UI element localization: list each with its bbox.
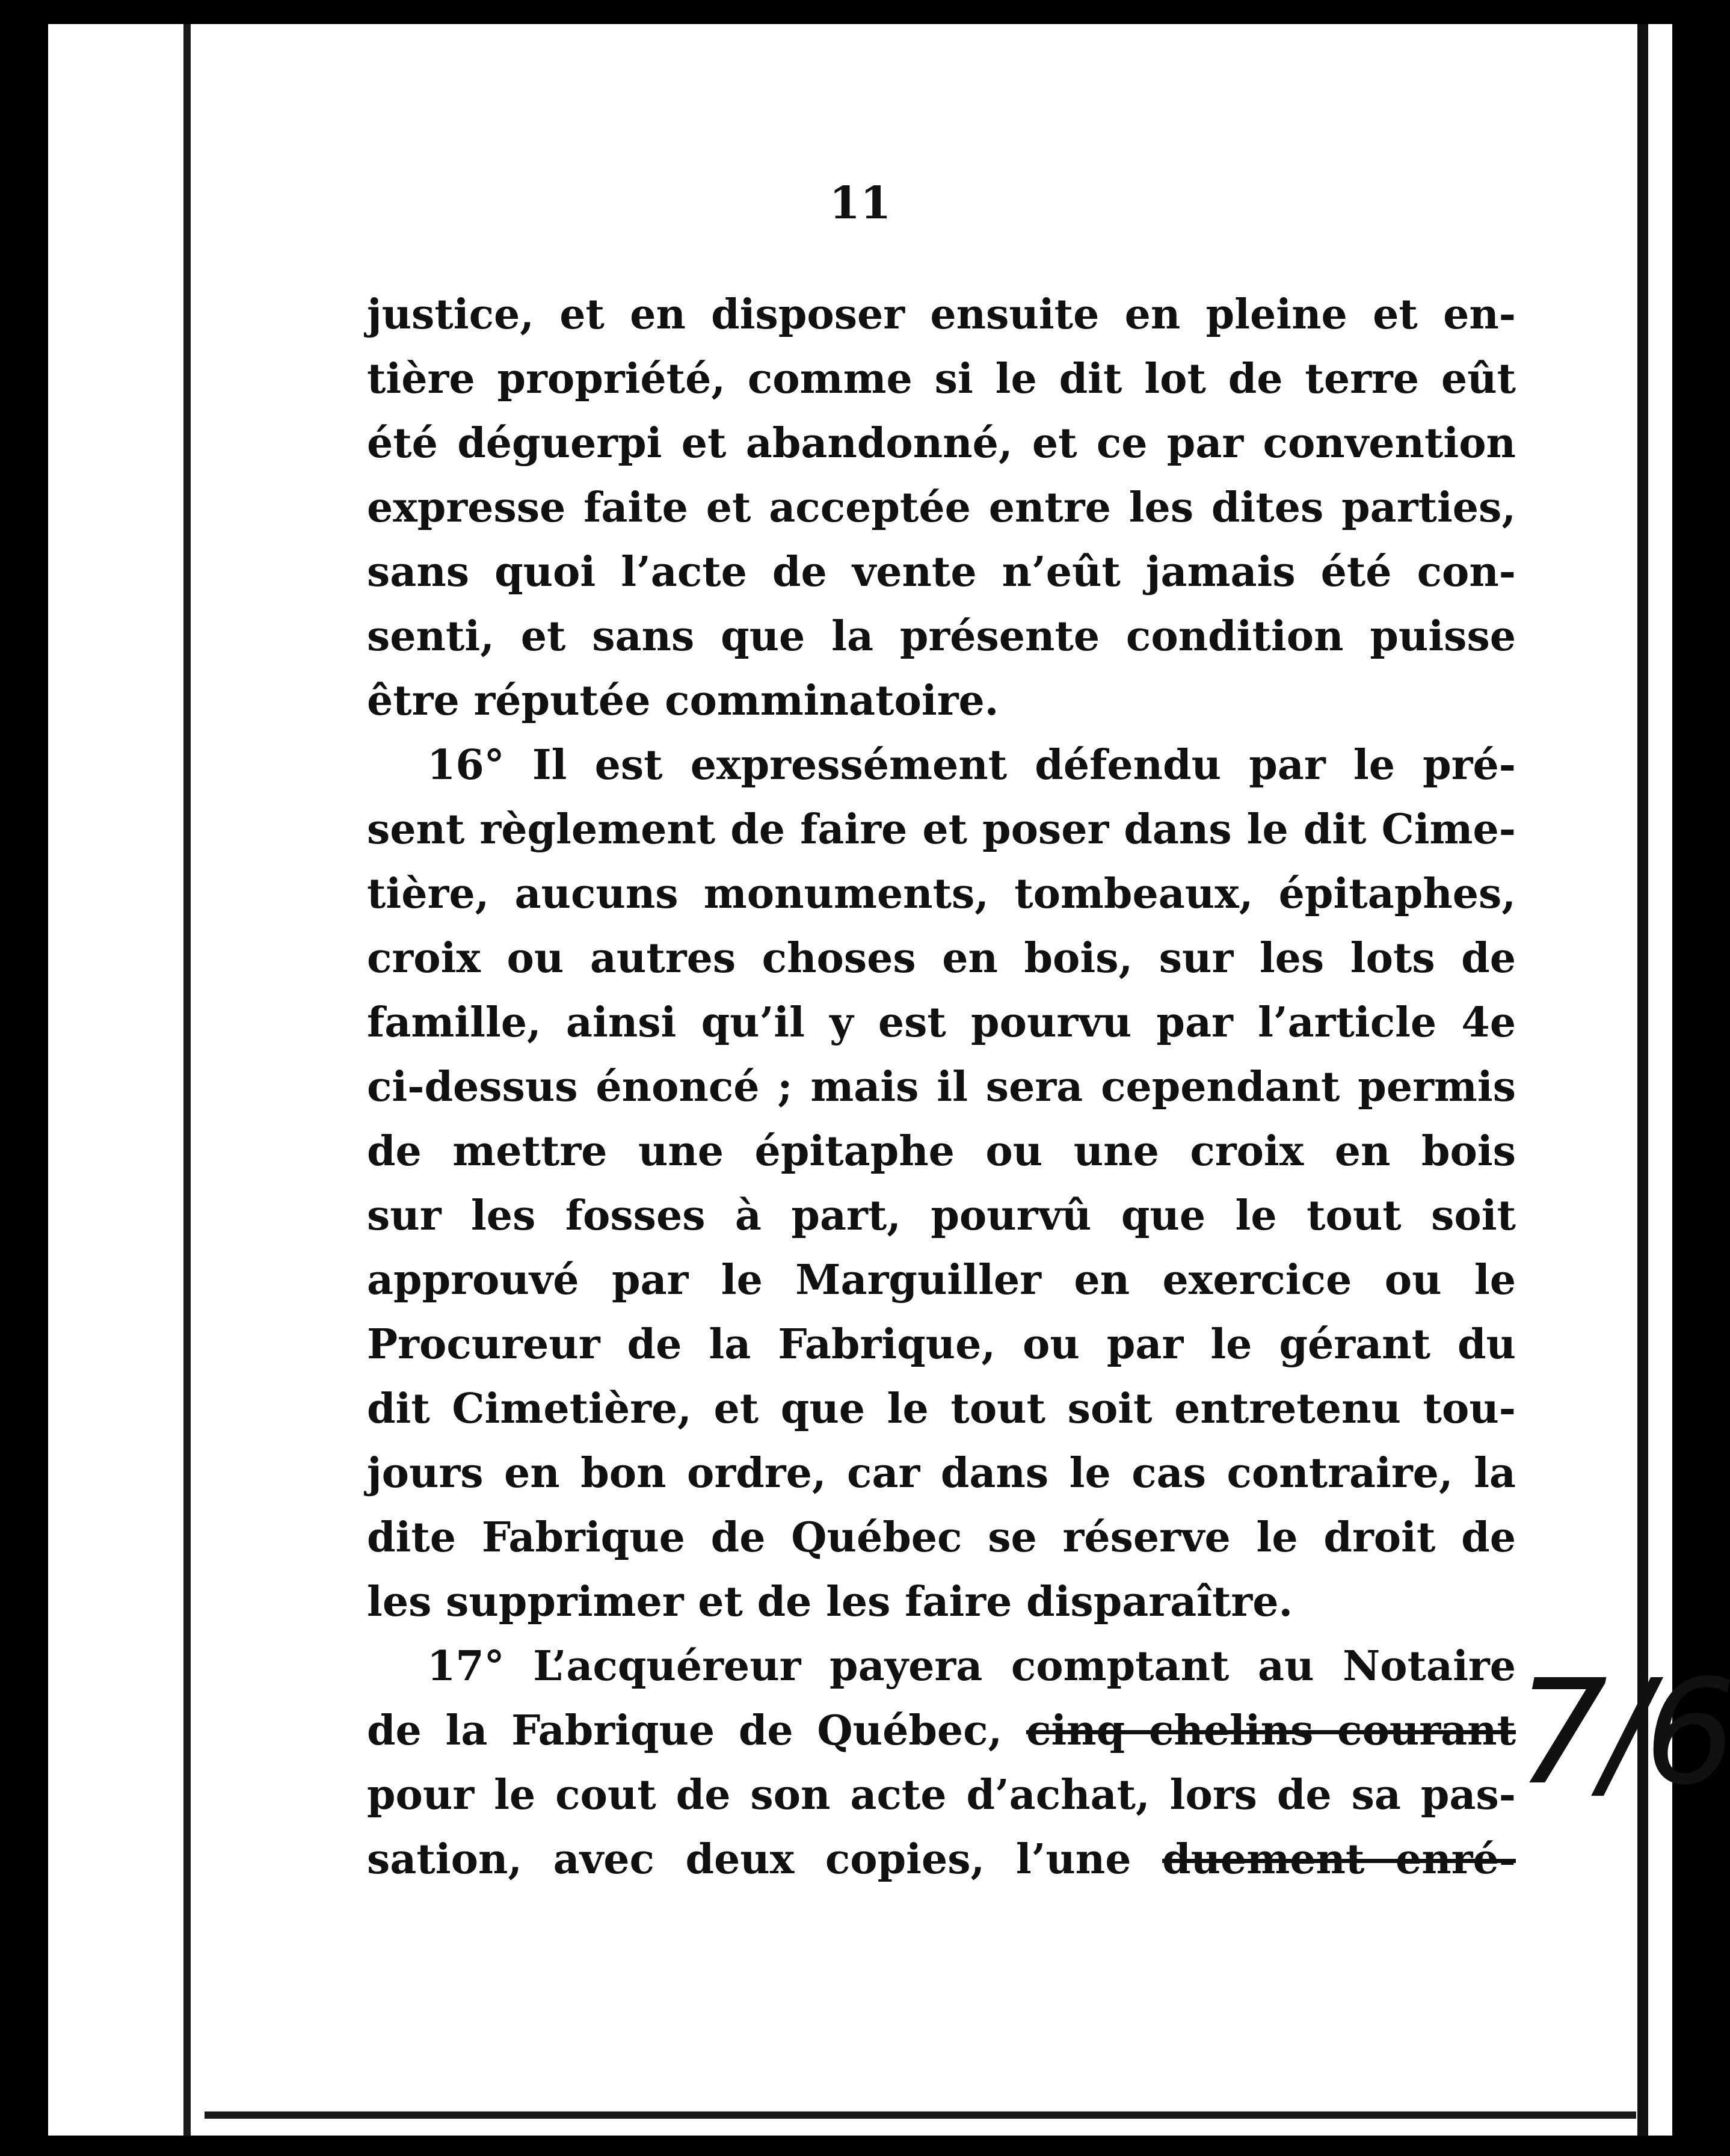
- body-text: [367, 283, 1516, 1892]
- text-line: jours en bon ordre, car dans le cas contraire, la: [367, 1449, 1516, 1497]
- page-right-edge: [1637, 24, 1648, 2136]
- text-line: pour le cout de son acte d’achat, lors de sa pas-: [367, 1771, 1516, 1819]
- text-line: senti, et sans que la présente condition puisse: [367, 612, 1516, 661]
- page-bottom-edge: [205, 2111, 1636, 2119]
- page-number: 11: [829, 177, 891, 229]
- struck-text: cinq chelins courant: [1026, 1707, 1516, 1755]
- text-line: tière propriété, comme si le dit lot de terre eût: [367, 355, 1516, 403]
- document-page: [48, 24, 1730, 2136]
- text-line: dit Cimetière, et que le tout soit entretenu tou-: [367, 1385, 1516, 1433]
- text-line-with-strikethrough: [367, 1828, 1516, 1892]
- paragraph-16-start: 16° Il est expressément défendu par le pré-: [427, 741, 1516, 789]
- text-line: sur les fosses à part, pourvû que le tout soit: [367, 1192, 1516, 1240]
- text-line: famille, ainsi qu’il y est pourvu par l’article 4e: [367, 999, 1516, 1047]
- text-line-with-strikethrough: [367, 1699, 1516, 1763]
- text-line: être réputée comminatoire.: [367, 677, 999, 725]
- line-20-prefix: sation, avec deux copies, l’une: [367, 1835, 1163, 1883]
- text-line: expresse faite et acceptée entre les dites parties,: [367, 484, 1516, 532]
- text-line: ci-dessus énoncé ; mais il sera cependant permis: [367, 1063, 1516, 1111]
- text-line: été déguerpi et abandonné, et ce par convention: [367, 419, 1516, 467]
- text-line: justice, et en disposer ensuite en pleine et en-: [367, 291, 1516, 339]
- text-line: de mettre une épitaphe ou une croix en bois: [367, 1127, 1516, 1175]
- text-line: Procureur de la Fabrique, ou par le gérant du: [367, 1320, 1516, 1369]
- text-line: sans quoi l’acte de vente n’eût jamais été con-: [367, 548, 1516, 596]
- text-line: dite Fabrique de Québec se réserve le droit de: [367, 1514, 1516, 1562]
- text-line: tière, aucuns monuments, tombeaux, épitaphes,: [367, 870, 1516, 918]
- text-line: approuvé par le Marguiller en exercice ou le: [367, 1256, 1516, 1304]
- text-line: croix ou autres choses en bois, sur les lots de: [367, 934, 1516, 982]
- text-line: sent règlement de faire et poser dans le dit Cime-: [367, 805, 1516, 854]
- text-line: les supprimer et de les faire disparaître.: [367, 1578, 1293, 1626]
- struck-text: duement enré-: [1162, 1835, 1516, 1883]
- paragraph-17-start: 17° L’acquéreur payera comptant au Notaire: [427, 1642, 1516, 1690]
- handwritten-annotation: 7/6: [1516, 1648, 1730, 1817]
- line-18-prefix: de la Fabrique de Québec,: [367, 1707, 1026, 1755]
- page-fold-line: [183, 24, 191, 2136]
